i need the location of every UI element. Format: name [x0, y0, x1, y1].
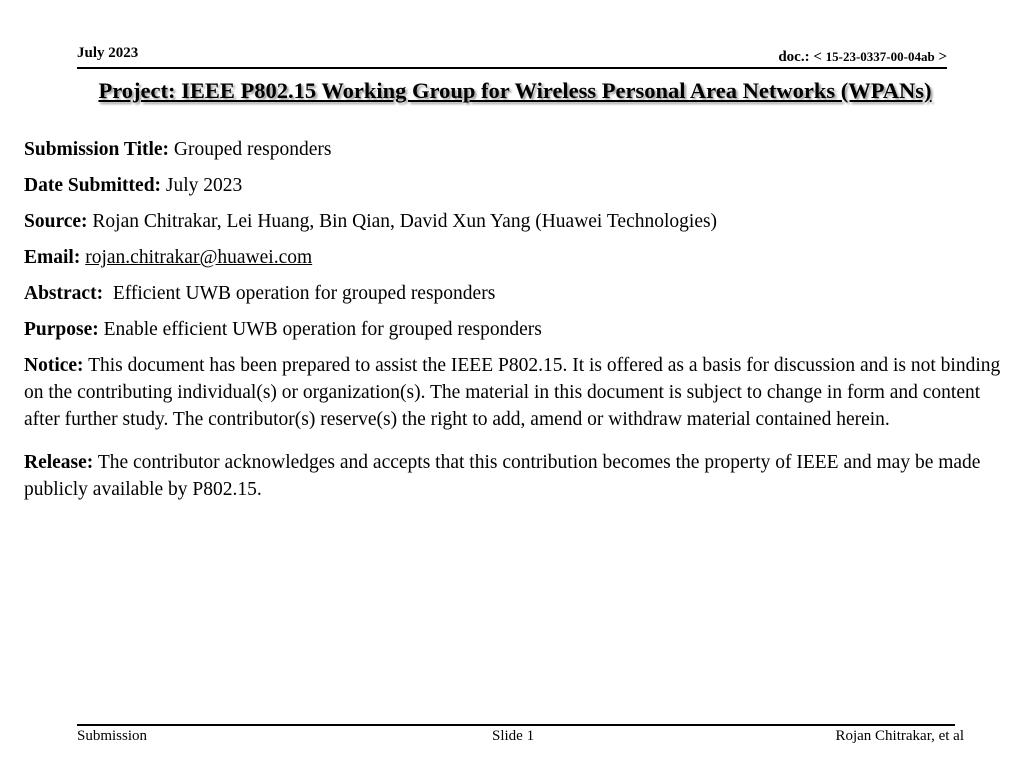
doc-label: doc.: <: [778, 49, 826, 65]
field-abstract: [24, 280, 1014, 307]
field-notice: [24, 352, 1014, 433]
header-doc-id: [778, 49, 947, 66]
field-email: [24, 244, 1014, 271]
field-purpose: [24, 316, 1014, 343]
header-divider: [77, 67, 947, 69]
project-title: Project: IEEE P802.15 Working Group for Wireless Personal Area Networks (WPANs): [98, 78, 932, 103]
field-date-submitted: [24, 172, 1014, 199]
field-value: Enable efficient UWB operation for grouped responders: [98, 319, 542, 340]
field-submission-title: [24, 136, 1014, 163]
field-label: Email:: [24, 247, 81, 268]
field-value: July 2023: [161, 175, 243, 196]
footer-author: Rojan Chitrakar, et al: [835, 728, 964, 744]
doc-number: 15-23-0337-00-04ab: [825, 49, 935, 64]
field-label: Abstract:: [24, 283, 104, 304]
field-label: Purpose:: [24, 319, 99, 340]
header-date: July 2023: [77, 45, 139, 61]
field-label: Date Submitted:: [24, 175, 162, 196]
field-value: The contributor acknowledges and accepts that this contribution becomes the property of IEEE and may be made publicly available by P802.15.: [24, 452, 981, 500]
field-value: Efficient UWB operation for grouped responders: [103, 283, 496, 304]
field-value: This document has been prepared to assist the IEEE P802.15. It is offered as a basis for discussion and is not binding on the contributing individual(s) or organization(s). The material in this document is subject to change in form and content after further study. The contributor(s) reserve(s) the right to add, amend or withdraw material contained herein.: [24, 355, 1001, 430]
footer-divider: [77, 724, 955, 726]
footer-slide-number: Slide 1: [492, 728, 535, 744]
field-source: [24, 208, 1014, 235]
field-label: Release:: [24, 452, 94, 473]
email-link[interactable]: rojan.chitrakar@huawei.com: [85, 247, 313, 268]
field-release: [24, 449, 1014, 503]
field-label: Notice:: [24, 355, 84, 376]
doc-suffix: >: [934, 49, 947, 65]
footer-submission: Submission: [77, 728, 148, 744]
field-label: Submission Title:: [24, 139, 170, 160]
field-label: Source:: [24, 211, 88, 232]
field-value: Rojan Chitrakar, Lei Huang, Bin Qian, David Xun Yang (Huawei Technologies): [87, 211, 718, 232]
field-value: Grouped responders: [169, 139, 332, 160]
cover-body: [24, 136, 1014, 512]
